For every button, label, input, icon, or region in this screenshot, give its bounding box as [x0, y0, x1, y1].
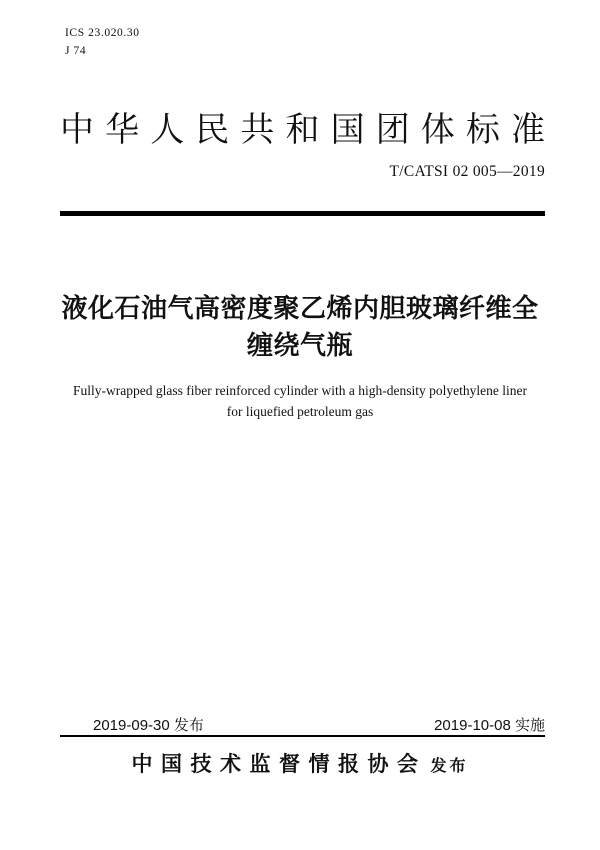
implementation-date: 2019-10-08 实施	[434, 717, 545, 734]
standard-title-zh-line-1: 液化石油气高密度聚乙烯内胆玻璃纤维全	[61, 293, 539, 323]
publisher-row	[0, 748, 600, 778]
doc-classification-code: J 74	[65, 45, 87, 57]
standard-title-zh	[55, 290, 545, 364]
publish-label: 发布	[430, 758, 469, 775]
header-divider-rule	[60, 211, 545, 216]
date-row	[60, 714, 545, 735]
standard-title-zh-line-2: 缠绕气瓶	[246, 330, 353, 360]
issue-date: 2019-09-30 发布	[93, 717, 204, 734]
ics-code: ICS 23.020.30	[65, 27, 140, 39]
standard-type-heading: 中华人民共和国团体标准	[60, 112, 545, 149]
standard-title-en-line-1: Fully-wrapped glass fiber reinforced cylinder with a high-density polyethylene liner	[73, 383, 527, 398]
standard-number: T/CATSI 02 005—2019	[389, 163, 545, 180]
publisher-name: 中国技术监督情报协会	[131, 752, 427, 776]
footer-divider-rule	[60, 735, 545, 737]
standard-title-en	[30, 380, 570, 422]
standard-title-en-line-2: for liquefied petroleum gas	[226, 404, 374, 419]
